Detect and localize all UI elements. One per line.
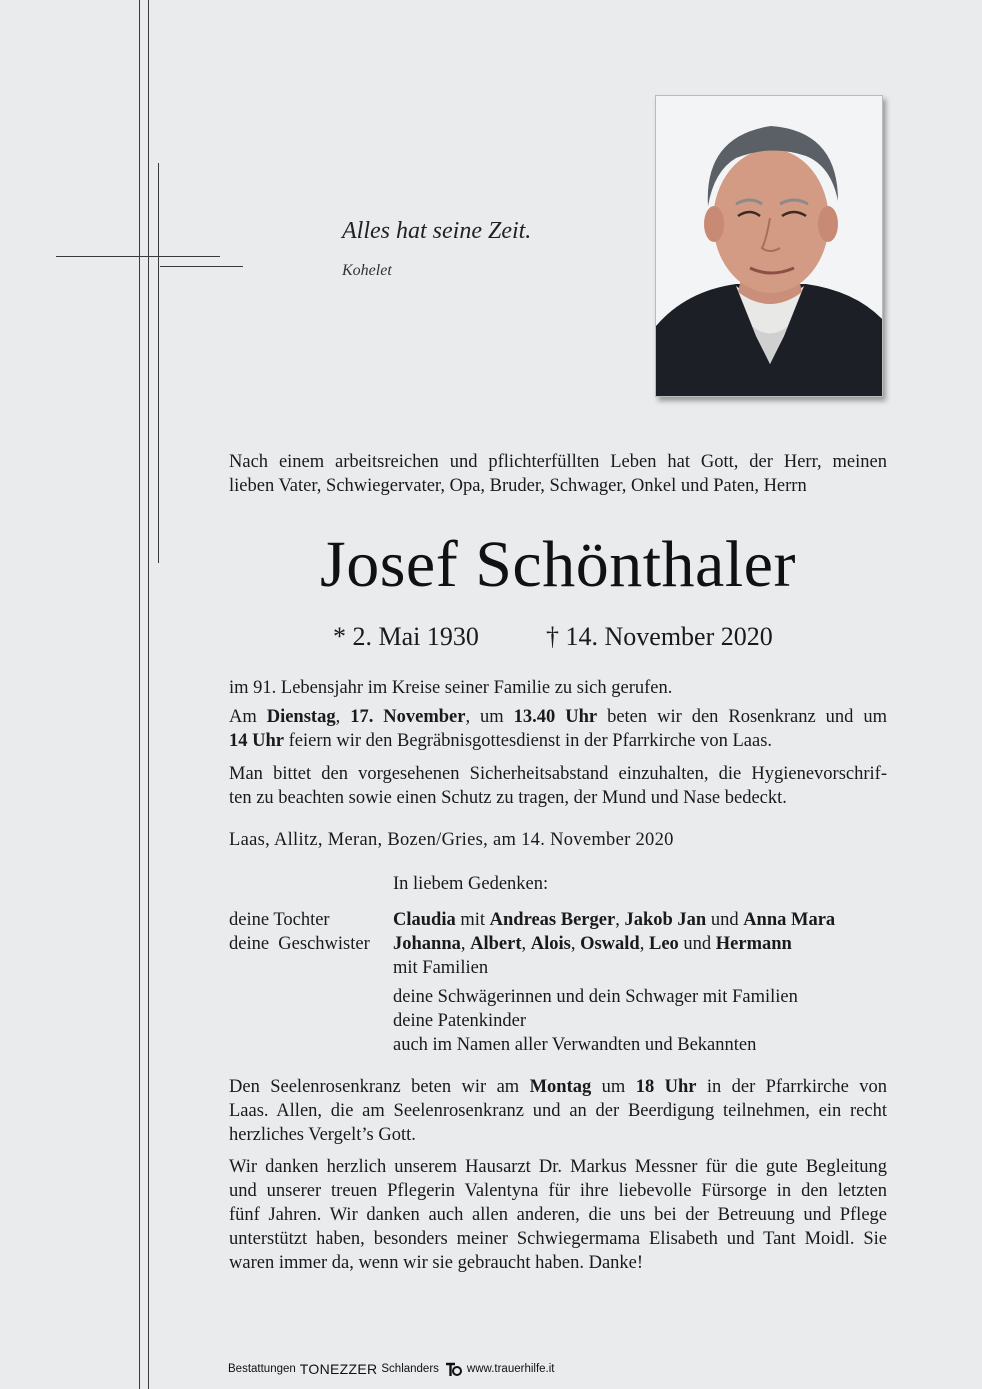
safety-notice: Man bittet den vorgesehenen Sicherheitsabstand einzuhalten, die Hygienevorschrif- ten zu beachten sowie einen Schutz zu tragen, der Mund und Nase bedeckt. <box>229 764 887 808</box>
mourner-names-siblings: Johanna, Albert, Alois, Oswald, Leo und Hermann <box>393 934 792 954</box>
footer-prefix: Bestattungen <box>228 1363 296 1375</box>
intro-line-1: Nach einem arbeitsreichen und pflichterfüllten Leben hat Gott, der Herr, meinen <box>229 452 887 472</box>
rosary-evening-time: 18 Uhr <box>635 1077 697 1097</box>
with-families: mit Familien <box>393 958 489 978</box>
footer-url[interactable]: www.trauerhilfe.it <box>466 1363 555 1375</box>
in-laws: deine Schwägerinnen und dein Schwager mit Familien <box>393 987 798 1007</box>
age-line: im 91. Lebensjahr im Kreise seiner Familie zu sich gerufen. <box>229 678 673 698</box>
portrait-photo <box>655 95 883 397</box>
service-date: 17. November <box>350 707 466 727</box>
mourner-label-siblings: deine Geschwister <box>229 934 370 954</box>
mourner-names-daughter: Claudia mit Andreas Berger, Jakob Jan und Anna Mara <box>393 910 836 930</box>
funeral-time: 14 Uhr <box>229 731 284 751</box>
death-date: † 14. November 2020 <box>546 622 773 651</box>
intro-text <box>229 450 887 498</box>
intro-line-2: lieben Vater, Schwiegervater, Opa, Bruder, Schwager, Onkel und Paten, Herrn <box>229 476 807 496</box>
motto-source: Kohelet <box>342 262 392 279</box>
relatives: auch im Namen aller Verwandten und Bekannten <box>393 1035 757 1055</box>
service-day: Dienstag <box>266 707 336 727</box>
footer-town: Schlanders <box>381 1363 439 1375</box>
thanks-text: Wir danken herzlich unserem Hausarzt Dr. Markus Messner für die gute Begleitung und unserer treuen Pflegerin Valentyna für ihre liebevolle Fürsorge in den letzten fünf Jahren. Wir danken auch allen anderen, die uns bei der Betreuung und Pflege unterstützt haben, besonders meiner Schwiegermama Elisabeth und Tant Moidl. Sie waren immer da, wenn wir sie gebraucht haben. Danke! <box>229 1157 887 1273</box>
rosary-day: Montag <box>529 1077 592 1097</box>
footer-brand: TONEZZER <box>299 1361 378 1377</box>
trauerhilfe-logo-icon <box>443 1360 463 1378</box>
rosary-info: Den Seelenrosenkranz beten wir am Montag um 18 Uhr in der Pfarrkirche von Laas. Allen, die am Seelenrosenkranz und an der Beerdigung teilnehmen, ein recht herzliches Vergelt’s Gott. <box>229 1077 887 1145</box>
motto-quote: Alles hat seine Zeit. <box>342 218 532 244</box>
godchildren: deine Patenkinder <box>393 1011 527 1031</box>
deceased-name: Josef Schönthaler <box>320 528 796 601</box>
rosary-time: 13.40 Uhr <box>513 707 598 727</box>
service-info: Am Dienstag, 17. November, um 13.40 Uhr beten wir den Rosenkranz und um 14 Uhr feiern wir den Begräbnisgottesdienst in der Pfarrkirche von Laas. <box>229 707 888 751</box>
mourner-label-daughter: deine Tochter <box>229 910 330 930</box>
birth-date: * 2. Mai 1930 <box>333 622 479 651</box>
place-date: Laas, Allitz, Meran, Bozen/Gries, am 14. November 2020 <box>229 830 674 850</box>
footer <box>228 1360 554 1378</box>
mourners-heading: In liebem Gedenken: <box>393 874 549 894</box>
